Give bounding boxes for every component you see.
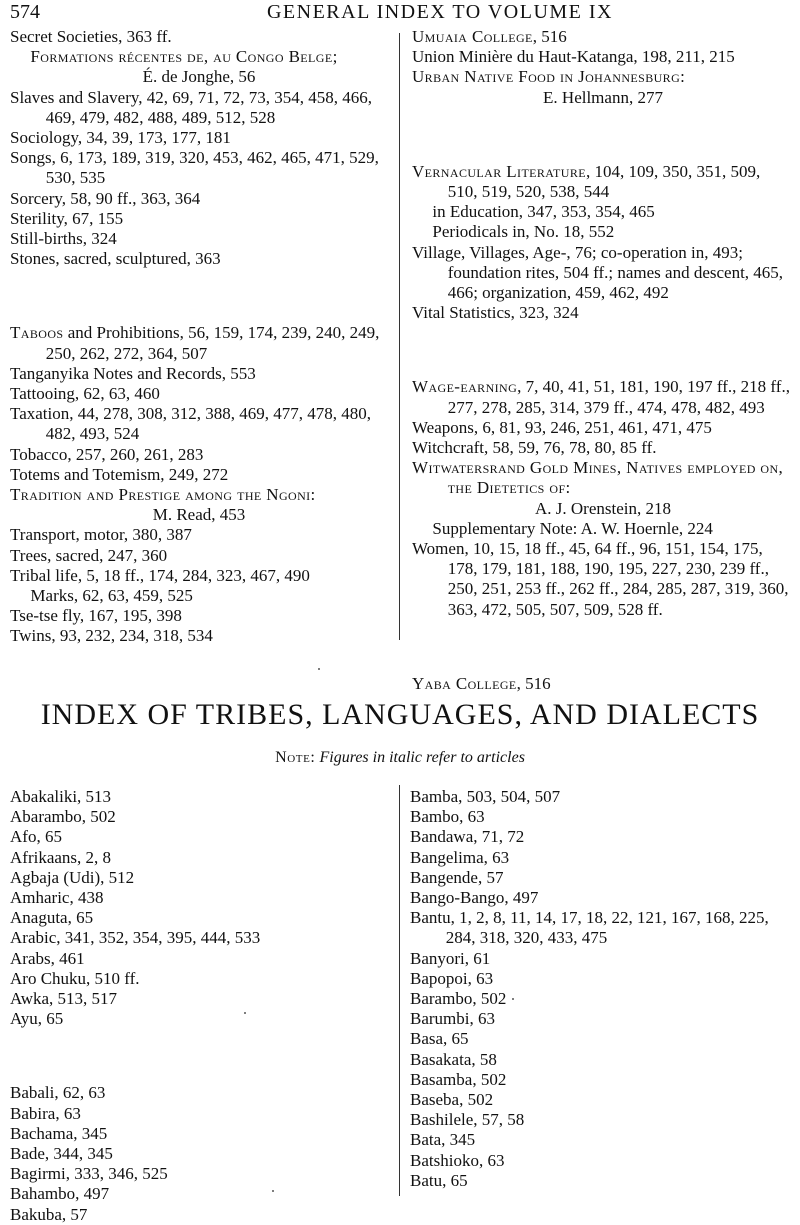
entry-spacer [10, 286, 388, 306]
index-entry: Bagirmi, 333, 346, 525 [10, 1164, 168, 1184]
index-entry: Tobacco, 257, 260, 261, 283 [10, 444, 204, 464]
index-entry: Bangelima, 63 [410, 847, 510, 867]
index-entry: Yaba College, 516 [412, 673, 551, 693]
index-entry: Anaguta, 65 [10, 908, 94, 928]
index-entry: Baseba, 502 [410, 1090, 494, 1110]
index-entry: Union Minière du Haut-Katanga, 198, 211, 215 [412, 47, 735, 67]
general-index-right-column [412, 27, 794, 694]
print-speck [512, 998, 514, 1000]
column-rule [399, 785, 400, 1196]
index-entry: Supplementary Note: A. W. Hoernle, 224 [432, 518, 713, 538]
column-rule [399, 33, 400, 640]
index-entry: Periodicals in, No. 18, 552 [432, 222, 615, 242]
print-speck [318, 668, 320, 670]
index-entry: Witchcraft, 58, 59, 76, 78, 80, 85 ff. [412, 438, 657, 458]
index-entry: Batu, 65 [410, 1170, 468, 1190]
print-speck [244, 1012, 246, 1014]
index-entry: Bambo, 63 [410, 807, 485, 827]
index-entry: Twins, 93, 232, 234, 318, 534 [10, 626, 213, 646]
index-entry: Bashilele, 57, 58 [410, 1110, 525, 1130]
index-entry: Basa, 65 [410, 1029, 469, 1049]
index-entry: Bakuba, 57 [10, 1204, 88, 1224]
index-entry: Wage-earning, 7, 40, 41, 51, 181, 190, 197 ff., 218 ff., 277, 278, 285, 314, 379 ff., 474, 478, 482, 493 [412, 377, 790, 417]
entry-spacer [412, 637, 794, 657]
index-entry: Batshioko, 63 [410, 1150, 505, 1170]
index-entry: Women, 10, 15, 18 ff., 45, 64 ff., 96, 151, 154, 175, 178, 179, 181, 188, 190, 195, 227, 230, 239 ff., 250, 251, 253 ff., 262 ff., 284, 285, 287, 319, 360, 363, 472, 505, 507, 509, 528 ff. [412, 539, 789, 619]
page-number: 574 [10, 1, 40, 23]
index-entry: Tattooing, 62, 63, 460 [10, 384, 160, 404]
index-entry: Transport, motor, 380, 387 [10, 525, 192, 545]
index-entry: Ayu, 65 [10, 1009, 64, 1029]
index-entry: Still-births, 324 [10, 229, 117, 249]
index-entry: Bahambo, 497 [10, 1184, 110, 1204]
index-entry: E. Hellmann, 277 [543, 87, 663, 107]
index-entry: Vital Statistics, 323, 324 [412, 303, 579, 323]
note-text: Figures in italic refer to articles [319, 749, 525, 766]
tribes-index-right-column [410, 787, 794, 1191]
index-entry: Afo, 65 [10, 827, 62, 847]
index-entry: Trees, sacred, 247, 360 [10, 545, 168, 565]
index-entry: Tse-tse fly, 167, 195, 398 [10, 606, 182, 626]
section-title: INDEX OF TRIBES, LANGUAGES, AND DIALECTS [40, 698, 760, 731]
index-entry: Umuaia College, 516 [412, 27, 567, 46]
index-entry: Bachama, 345 [10, 1123, 108, 1143]
index-entry: Babira, 63 [10, 1103, 81, 1123]
index-entry: Tradition and Prestige among the Ngoni: [10, 485, 316, 505]
index-entry: Vernacular Literature, 104, 109, 350, 351, 509, 510, 519, 520, 538, 544 [412, 161, 761, 202]
index-entry: Basamba, 502 [410, 1069, 507, 1089]
index-entry: Bango-Bango, 497 [410, 888, 539, 908]
index-entry: Formations récentes de, au Congo Belge; [30, 47, 338, 67]
index-entry: Barambo, 502 [410, 989, 507, 1009]
section-note [0, 748, 800, 768]
running-head: GENERAL INDEX TO VOLUME IX [266, 1, 613, 23]
index-entry: Tanganyika Notes and Records, 553 [10, 363, 256, 383]
index-entry: Basakata, 58 [410, 1049, 497, 1069]
entry-spacer [412, 125, 794, 145]
entry-spacer [10, 1046, 388, 1066]
index-entry: Afrikaans, 2, 8 [10, 847, 112, 867]
index-entry: Agbaja (Udi), 512 [10, 867, 135, 887]
index-entry: Bapopoi, 63 [410, 968, 494, 988]
index-entry: Secret Societies, 363 ff. [10, 27, 172, 46]
index-entry: Abarambo, 502 [10, 807, 116, 827]
index-entry: Babali, 62, 63 [10, 1083, 106, 1103]
index-entry: É. de Jonghe, 56 [142, 67, 256, 87]
index-entry: Urban Native Food in Johannesburg: [412, 67, 686, 87]
index-entry: Sociology, 34, 39, 173, 177, 181 [10, 128, 231, 148]
index-entry: Taxation, 44, 278, 308, 312, 388, 469, 477, 478, 480, 482, 493, 524 [10, 404, 371, 444]
index-entry: Bamba, 503, 504, 507 [410, 787, 561, 806]
index-entry: M. Read, 453 [152, 505, 246, 525]
index-entry: Totems and Totemism, 249, 272 [10, 464, 229, 484]
index-entry: Stones, sacred, sculptured, 363 [10, 249, 221, 269]
index-entry: in Education, 347, 353, 354, 465 [432, 202, 655, 222]
index-entry: Songs, 6, 173, 189, 319, 320, 453, 462, 465, 471, 529, 530, 535 [10, 148, 379, 188]
index-entry: Bade, 344, 345 [10, 1144, 113, 1164]
index-entry: Barumbi, 63 [410, 1009, 495, 1029]
general-index-left-column [10, 27, 388, 647]
index-entry: Arabs, 461 [10, 948, 85, 968]
index-entry: Arabic, 341, 352, 354, 395, 444, 533 [10, 928, 261, 948]
index-entry: Weapons, 6, 81, 93, 246, 251, 461, 471, 475 [412, 417, 712, 437]
index-entry: Bangende, 57 [410, 867, 504, 887]
note-label: Note: [275, 749, 316, 766]
index-entry: Amharic, 438 [10, 888, 104, 908]
index-entry: Village, Villages, Age-, 76; co-operation in, 493; foundation rites, 504 ff.; names and descent, 465, 466; organization, 459, 462, 492 [412, 242, 784, 303]
index-entry: Slaves and Slavery, 42, 69, 71, 72, 73, 354, 458, 466, 469, 479, 482, 488, 489, 512, 528 [10, 87, 373, 127]
index-entry: Bata, 345 [410, 1130, 476, 1150]
print-speck [272, 1190, 274, 1192]
index-entry: Awka, 513, 517 [10, 989, 118, 1009]
index-entry: Sterility, 67, 155 [10, 208, 124, 228]
index-entry: Aro Chuku, 510 ff. [10, 968, 140, 988]
index-entry: Bantu, 1, 2, 8, 11, 14, 17, 18, 22, 121, 167, 168, 225, 284, 318, 320, 433, 475 [410, 908, 769, 948]
index-entry: Tribal life, 5, 18 ff., 174, 284, 323, 467, 490 [10, 565, 310, 585]
index-entry: Witwatersrand Gold Mines, Natives employed on, the Dietetics of: [412, 458, 784, 498]
index-entry: Banyori, 61 [410, 948, 491, 968]
index-entry: Marks, 62, 63, 459, 525 [30, 586, 193, 606]
index-entry: Abakaliki, 513 [10, 787, 112, 806]
index-entry: Bandawa, 71, 72 [410, 827, 525, 847]
index-entry: Sorcery, 58, 90 ff., 363, 364 [10, 188, 201, 208]
tribes-index-left-column [10, 787, 388, 1225]
entry-spacer [412, 340, 794, 360]
index-entry: Taboos and Prohibitions, 56, 159, 174, 239, 240, 249, 250, 262, 272, 364, 507 [10, 323, 380, 363]
index-entry: A. J. Orenstein, 218 [535, 498, 671, 518]
